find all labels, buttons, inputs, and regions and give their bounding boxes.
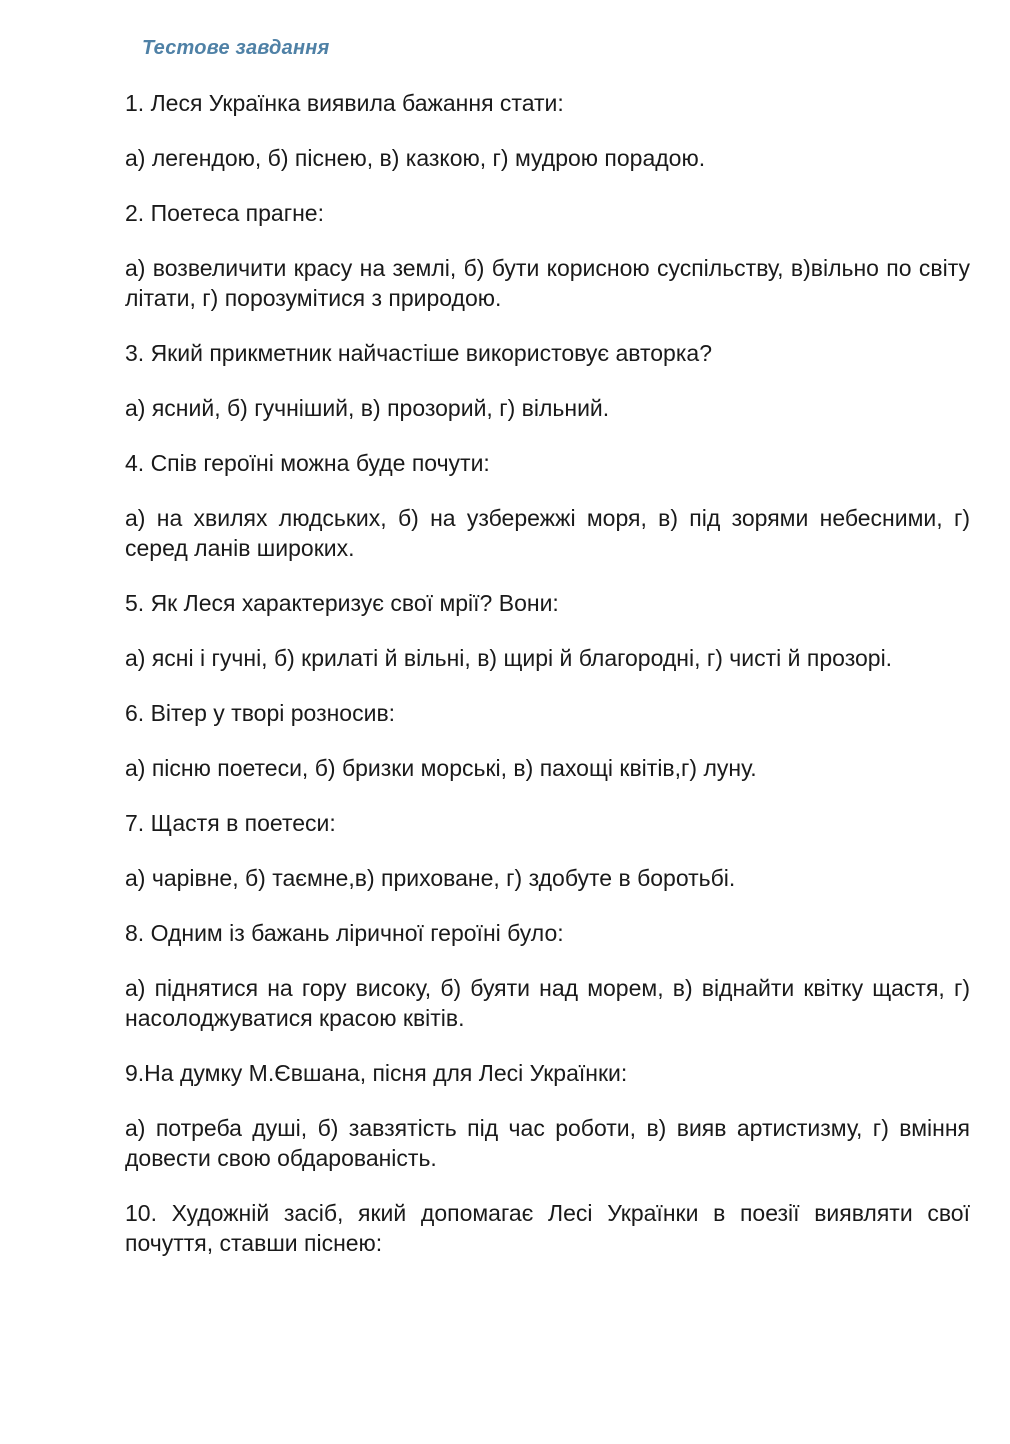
document-title: Тестове завдання <box>142 37 330 59</box>
question-1: 1. Леся Українка виявила бажання стати: <box>125 90 564 116</box>
question-5: 5. Як Леся характеризує свої мрії? Вони: <box>125 590 559 616</box>
question-8: 8. Одним із бажань ліричної героїні було: <box>125 920 564 946</box>
question-10: 10. Художній засіб, який допомагає Лесі Українки в поезії виявляти свої почуття, ставши піснею: <box>125 1200 970 1256</box>
question-4: 4. Спів героїні можна буде почути: <box>125 450 490 476</box>
question-2: 2. Поетеса прагне: <box>125 200 324 226</box>
answers-9: а) потреба душі, б) завзятість під час роботи, в) вияв артистизму, г) вміння довести свою обдарованість. <box>125 1115 970 1171</box>
question-6: 6. Вітер у творі розносив: <box>125 700 396 726</box>
question-7: 7. Щастя в поетеси: <box>125 810 336 836</box>
answers-6: а) пісню поетеси, б) бризки морські, в) пахощі квітів,г) луну. <box>125 755 757 781</box>
answers-1: а) легендою, б) піснею, в) казкою, г) мудрою порадою. <box>125 145 706 171</box>
answers-2: а) возвеличити красу на землі, б) бути корисною суспільству, в)вільно по світу літати, г) порозумітися з природою. <box>125 255 970 311</box>
answers-4: а) на хвилях людських, б) на узбережжі моря, в) під зорями небесними, г) серед ланів широких. <box>125 505 970 561</box>
answers-3: а) ясний, б) гучніший, в) прозорий, г) вільний. <box>125 395 610 421</box>
answers-7: а) чарівне, б) таємне,в) приховане, г) здобуте в боротьбі. <box>125 865 736 891</box>
question-9: 9.На думку М.Євшана, пісня для Лесі Українки: <box>125 1060 628 1086</box>
answers-8: а) піднятися на гору високу, б) буяти над морем, в) віднайти квітку щастя, г) насолоджуватися красою квітів. <box>125 975 970 1031</box>
question-3: 3. Який прикметник найчастіше використовує авторка? <box>125 340 712 366</box>
question-list <box>125 88 970 1283</box>
answers-5: а) ясні і гучні, б) крилаті й вільні, в) щирі й благородні, г) чисті й прозорі. <box>125 645 893 671</box>
